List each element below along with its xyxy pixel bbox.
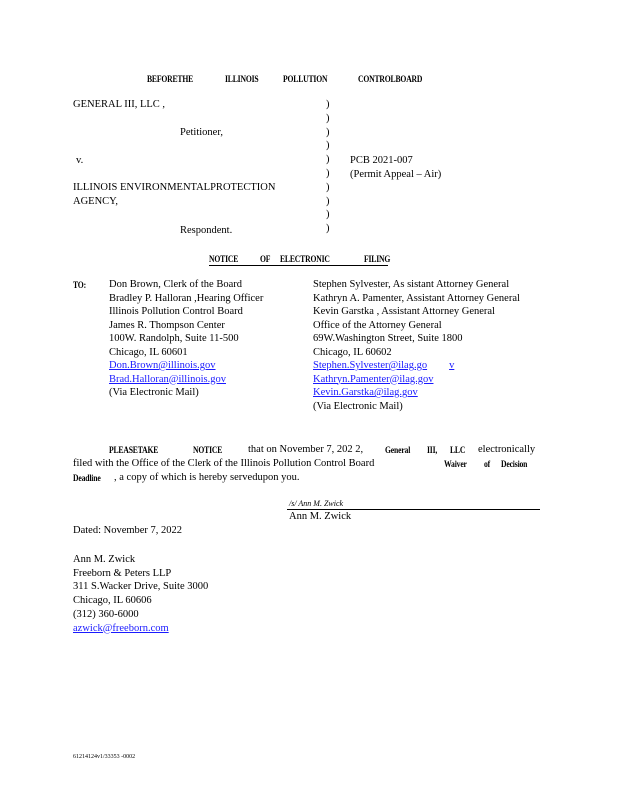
notice-title-underline	[209, 265, 388, 266]
to-label: TO:	[73, 280, 86, 290]
service-left-line: Chicago, IL 60601	[109, 346, 188, 358]
versus-label: v.	[76, 155, 84, 166]
service-list-left	[109, 278, 263, 400]
signer-line: Freeborn & Peters LLP	[73, 567, 172, 579]
service-left-line: Illinois Pollution Control Board	[109, 306, 243, 317]
signer-contact-block	[73, 553, 208, 635]
service-right-line: Kathryn A. Pamenter, Assistant Attorney General	[313, 292, 520, 304]
party-llc: LLC	[450, 445, 466, 455]
please-take-label: PLEASETAKE	[109, 445, 159, 455]
email-link-stephen-sylvester[interactable]: Stephen.Sylvester@ilag.go v	[313, 360, 455, 371]
service-left-line: Don Brown, Clerk of the Board	[109, 279, 242, 290]
service-right-via: (Via Electronic Mail)	[313, 400, 403, 412]
service-right-line: 69W.Washington Street, Suite 1800	[313, 333, 463, 344]
respondent-name-line2: AGENCY,	[73, 196, 119, 207]
service-right-line: Office of the Attorney General	[313, 319, 442, 331]
email-link-don-brown[interactable]: Don.Brown@illinois.gov	[109, 360, 216, 371]
body-line-3: , a copy of which is hereby servedupon you.	[114, 472, 300, 483]
electronically-word: electronically	[478, 444, 536, 455]
signature-line	[287, 509, 540, 510]
signer-name: Ann M. Zwick	[289, 511, 352, 522]
service-left-line: James R. Thompson Center	[109, 319, 225, 331]
electronic-signature: /s/ Ann M. Zwick	[289, 499, 344, 508]
heading-word-1: BEFORETHE	[147, 74, 194, 84]
service-right-line: Stephen Sylvester, As sistant Attorney General	[313, 279, 510, 290]
notice-title-word-4: FILING	[364, 254, 391, 264]
of-word: of	[484, 459, 491, 469]
service-left-via: (Via Electronic Mail)	[109, 387, 199, 398]
case-number: PCB 2021-007	[350, 155, 413, 166]
that-on-date: that on November 7, 202 2,	[248, 444, 364, 455]
notice-title-word-2: OF	[260, 254, 271, 264]
service-right-line: Kevin Garstka , Assistant Attorney General	[313, 306, 495, 317]
heading-word-4: CONTROLBOARD	[358, 74, 423, 84]
signer-line: Ann M. Zwick	[73, 554, 136, 565]
notice-label: NOTICE	[193, 445, 223, 455]
signer-line: (312) 360-6000	[73, 608, 139, 620]
deadline-word: Deadline	[73, 473, 101, 483]
service-left-line: 100W. Randolph, Suite 11-500	[109, 333, 239, 344]
email-link-azwick[interactable]: azwick@freeborn.com	[73, 622, 169, 634]
decision-word: Decision	[501, 459, 528, 469]
petitioner-label: Petitioner,	[180, 127, 224, 138]
service-right-line: Chicago, IL 60602	[313, 346, 392, 358]
service-left-line: Bradley P. Halloran ,Hearing Officer	[109, 292, 264, 304]
heading-word-2: ILLINOIS	[225, 74, 259, 84]
respondent-name-line1: ILLINOIS ENVIRONMENTALPROTECTION	[73, 182, 276, 193]
email-link-kathryn-pamenter[interactable]: Kathryn.Pamenter@ilag.gov	[313, 373, 434, 385]
body-line-2: filed with the Office of the Clerk of the Illinois Pollution Control Board	[73, 458, 375, 469]
email-link-brad-halloran[interactable]: Brad.Halloran@illinois.gov	[109, 373, 226, 385]
respondent-label: Respondent.	[180, 225, 233, 236]
party-general: General	[385, 445, 411, 455]
notice-title-word-3: ELECTRONIC	[280, 254, 330, 264]
waiver-word: Waiver	[444, 459, 467, 469]
signer-line: 311 S.Wacker Drive, Suite 3000	[73, 581, 209, 593]
heading-word-3: POLLUTION	[283, 74, 328, 84]
party-iii: III,	[427, 445, 438, 455]
email-link-kevin-garstka[interactable]: Kevin.Garstka@ilag.gov	[313, 387, 418, 398]
document-footer-id: 61214124v1/33353 -0002	[73, 754, 136, 760]
caption-parens: ) ) ) ) ) ) ) ) ) )	[326, 99, 330, 235]
case-type: (Permit Appeal – Air)	[350, 169, 442, 180]
service-list-right	[313, 278, 520, 413]
signer-line: Chicago, IL 60606	[73, 595, 152, 607]
notice-title-word-1: NOTICE	[209, 254, 239, 264]
petitioner-name: GENERAL III, LLC ,	[73, 99, 166, 110]
dated-line: Dated: November 7, 2022	[73, 525, 183, 536]
